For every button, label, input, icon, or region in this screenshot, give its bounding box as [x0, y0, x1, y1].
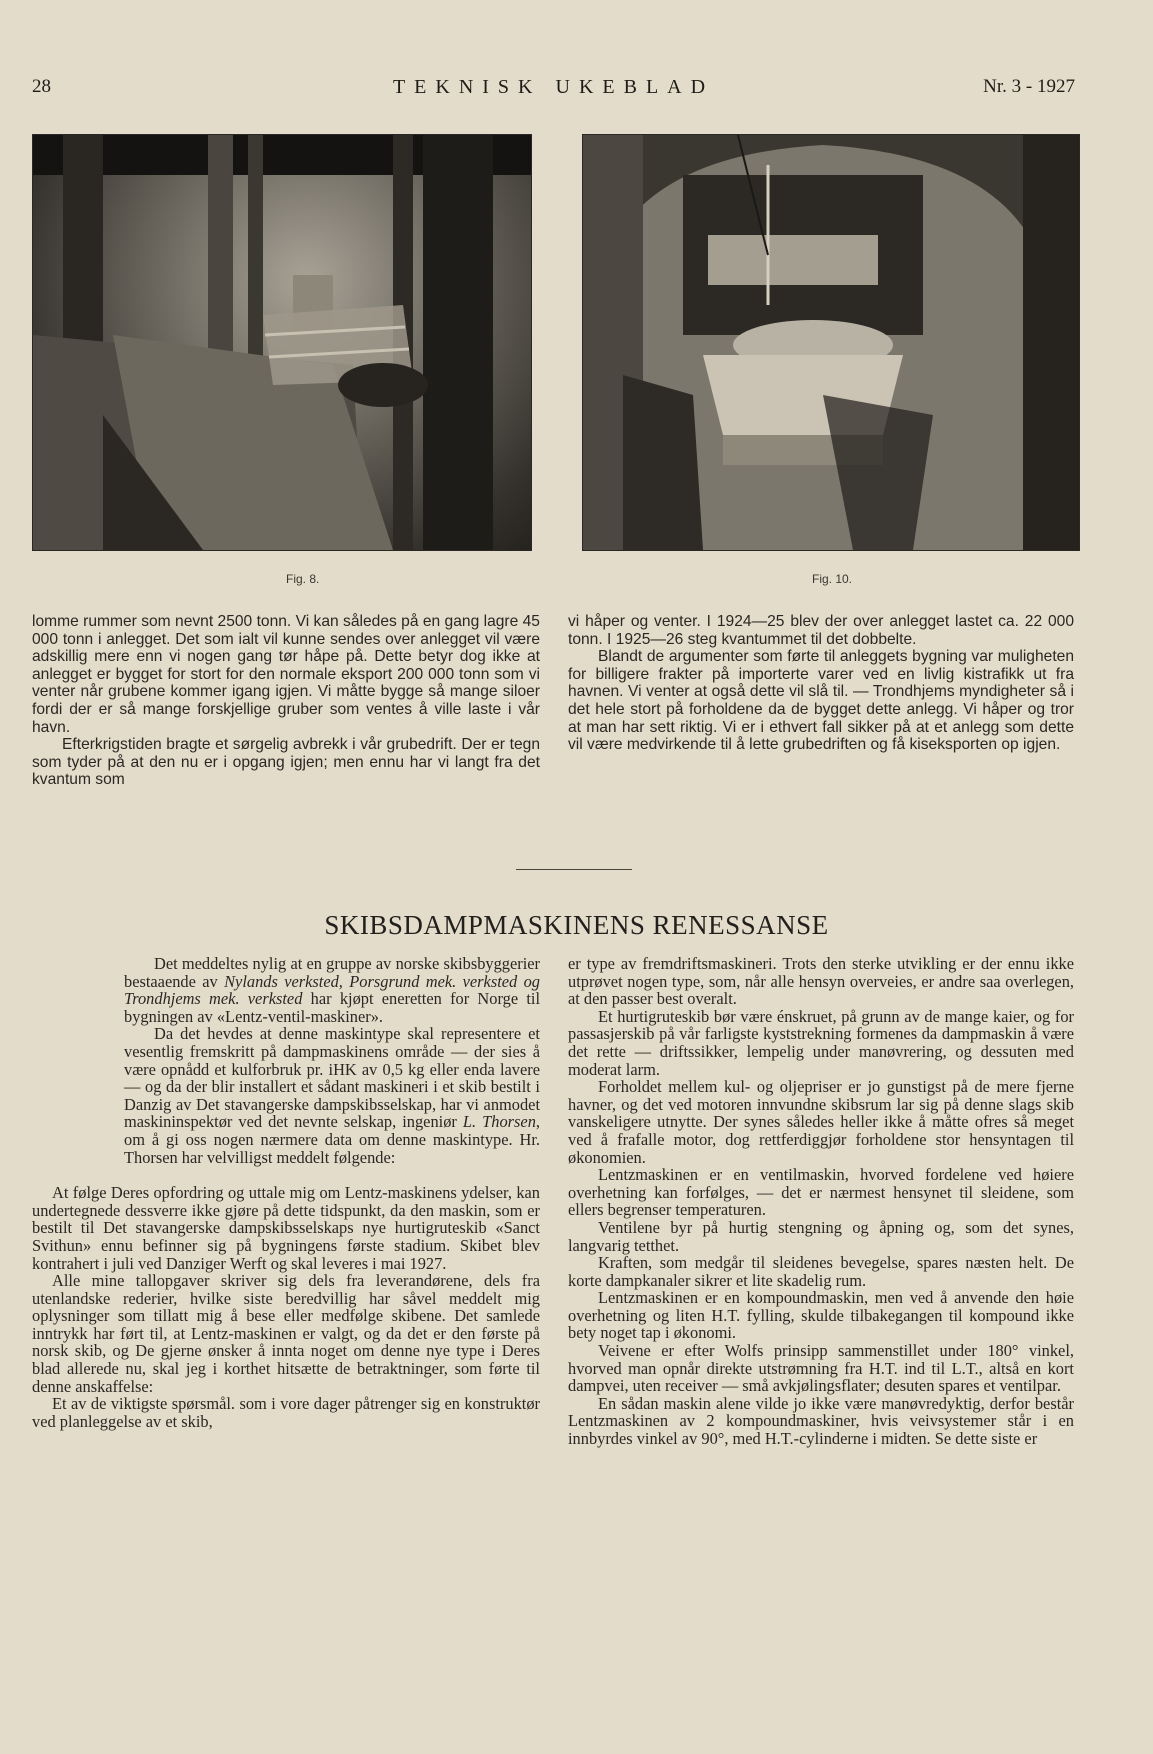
paragraph: Veivene er efter Wolfs prinsipp sammenstillet under 180° vinkel, hvorved man opnår direkte utstrømning fra H.T. ind til L.T., altså en kort dampvei, uten receiver — små avkjølingsflater; desuten spares et ventilpar. [568, 1341, 1074, 1396]
intro-paragraph [32, 1025, 540, 1166]
section1-right-column [568, 613, 1074, 754]
letter-paragraph: Et av de viktigste spørsmål. som i vore dager påtrenger sig en konstruktør ved planleggelse av et skib, [32, 1394, 540, 1431]
page-number: 28 [32, 76, 51, 97]
paragraph: Lentzmaskinen er en kompoundmaskin, men ved å anvende den høie overhetning og liten H.T. fylling, skulde tilbakegangen til kompound ikke bety noget tap i økonomi. [568, 1288, 1074, 1343]
section1-left-column [32, 613, 540, 789]
article-left-column [32, 955, 540, 1430]
section-divider [516, 869, 632, 870]
figure-8-caption: Fig. 8. [286, 572, 320, 586]
paragraph: Ventilene byr på hurtig stengning og åpning og, som det synes, langvarig tetthet. [568, 1217, 1074, 1255]
paragraph: Et hurtigruteskib bør være énskruet, på grunn av de mange kaier, og for passasjerskib på vår farligste kyststrekning formenes da dampmaskin å være det rette — driftssikker, lempelig under manøvrering, og dessuten med moderat larm. [568, 1006, 1074, 1079]
figure-10-caption: Fig. 10. [812, 572, 853, 586]
intro-text: Da det hevdes at denne maskintype skal representere et vesentlig fremskritt på dampmaskinens område — der sies å være opnådd et kulforbruk pr. iHK av 0,5 kg eller enda lavere — og da der blir installert et sådant maskineri i et skib bestilt i Danzig av Det stavangerske dampskibsselskap, har vi anmodet maskininspektør ved det nevnte selskap, ingeniør [124, 1024, 540, 1132]
intro-shipyards: Nylands verksted, Porsgrund mek. verksted og Trondhjems mek. verksted [124, 971, 540, 1009]
letter-paragraph: At følge Deres opfordring og uttale mig om Lentz-maskinens ydelser, kan undertegnede dessverre ikke gjøre på dette tidspunkt, da den maskin, som er bestilt til Det stavangerske dampskibsselskaps nye hurtigruteskib «Sanct Svithun» ennu befinner sig på bygningens første stadium. Skibet blev kontrahert i juli ved Danziger Werft og skal leveres i mai 1927. [32, 1183, 540, 1273]
issue-number: Nr. 3 - 1927 [983, 76, 1075, 97]
article-title: SKIBSDAMPMASKINENS RENESSANSE [324, 910, 829, 940]
intro-paragraph [32, 955, 540, 1025]
journal-title: TEKNISK UKEBLAD [392, 76, 715, 98]
paragraph: En sådan maskin alene vilde jo ikke være manøvredyktig, derfor består Lentzmaskinen av 2 kompoundmaskiner, hvis veivsystemer står i en innbyrdes vinkel av 90°, med H.T.-cylinderne i midten. Se dette siste er [568, 1393, 1074, 1449]
intro-text: har kjøpt eneretten for Norge til bygningen av «Lentz-ventil-maskiner». [124, 989, 541, 1026]
intro-text: , om å gi oss nogen nærmere data om denne maskintype. Hr. Thorsen har velvilligst meddelt følgende: [124, 1112, 540, 1167]
paragraph: vi håper og venter. I 1924—25 blev der over anlegget lastet ca. 22 000 tonn. I 1925—26 steg kvantummet til det dobbelte. [568, 613, 1074, 648]
paragraph: Forholdet mellem kul- og oljepriser er jo gunstigst på de mere fjerne havner, og det ved motoren innvundne skibsrum lar sig på denne slags skib vanskeligere utnytte. Der synes således heller ikke å måtte ofres så meget ved å frafalle motor, dog rettferdiggjør forholdene stor hensyntagen til økonomien. [568, 1077, 1074, 1167]
conveyor-gallery-photo [33, 135, 531, 550]
page-header [32, 76, 1075, 106]
silo-chute-photo [583, 135, 1079, 550]
intro-engineer-name: L. Thorsen [462, 1112, 536, 1132]
intro-text: Det meddeltes nylig at en gruppe av norske skibsbyggerier bestaaende av [124, 954, 540, 991]
figure-8-photo [32, 134, 532, 551]
article-right-column [568, 955, 1074, 1448]
paragraph: Blandt de argumenter som førte til anleggets bygning var muligheten for billigere frakter på importerte varer ved en livlig kistrafikk ut fra havnen. Vi venter at også dette vil slå til. — Trondhjems myndigheter så i det hele stort på forholdene da de bygget dette anlegg. Vi håper og tror at man har sett riktig. Vi er i ethvert fall sikker på at et anlegg som dette vil være medvirkende til å lette grubedriften og få kiseksporten op igjen. [568, 648, 1074, 754]
paragraph: Efterkrigstiden bragte et sørgelig avbrekk i vår grubedrift. Der er tegn som tyder på at den nu er i opgang igjen; men ennu har vi langt fra det kvantum som [32, 736, 540, 789]
paragraph: Lentzmaskinen er en ventilmaskin, hvorved fordelene ved høiere overhetning kan forfølges, — det er nærmest hensynet til sleidene, som ellers begrenser temperaturen. [568, 1165, 1074, 1220]
letter-paragraph: Alle mine tallopgaver skriver sig dels fra leverandørene, dels fra utenlandske rederier, hvilke siste beredvillig har såvel meddelt mig oplysninger som tillatt mig å bese eller medfølge skibene. Det samlede inntrykk har ført til, at Lentz-maskinen er valgt, og da det er den første på norsk skib, og De gjerne ønsker å innta noget om denne nye type i Deres blad allerede nu, skal jeg i korthet hitsætte de betraktninger, som førte til denne anskaffelse: [32, 1271, 540, 1396]
paragraph: Kraften, som medgår til sleidenes bevegelse, spares næsten helt. De korte dampkanaler sikrer et lite skadelig rum. [568, 1253, 1074, 1290]
figure-10-photo [582, 134, 1080, 551]
paragraph: er type av fremdriftsmaskineri. Trots den sterke utvikling er der ennu ikke utprøvet nogen type, som, når alle hensyn overveies, er andre saa overlegen, at den passer best overalt. [568, 954, 1074, 1009]
paragraph: lomme rummer som nevnt 2500 tonn. Vi kan således på en gang lagre 45 000 tonn i anlegget. Det som ialt vil kunne sendes over anlegget vil være adskillig mere enn vi nogen gang tør håpe på. Dette betyr dog ikke at anlegget er bygget for stort for den normale eksport 200 000 tonn som vi venter når grubene kommer igang igjen. Vi måtte bygge så mange siloer fordi der er så mange forskjellige gruber som ventes å ville laste i vår havn. [32, 613, 540, 736]
